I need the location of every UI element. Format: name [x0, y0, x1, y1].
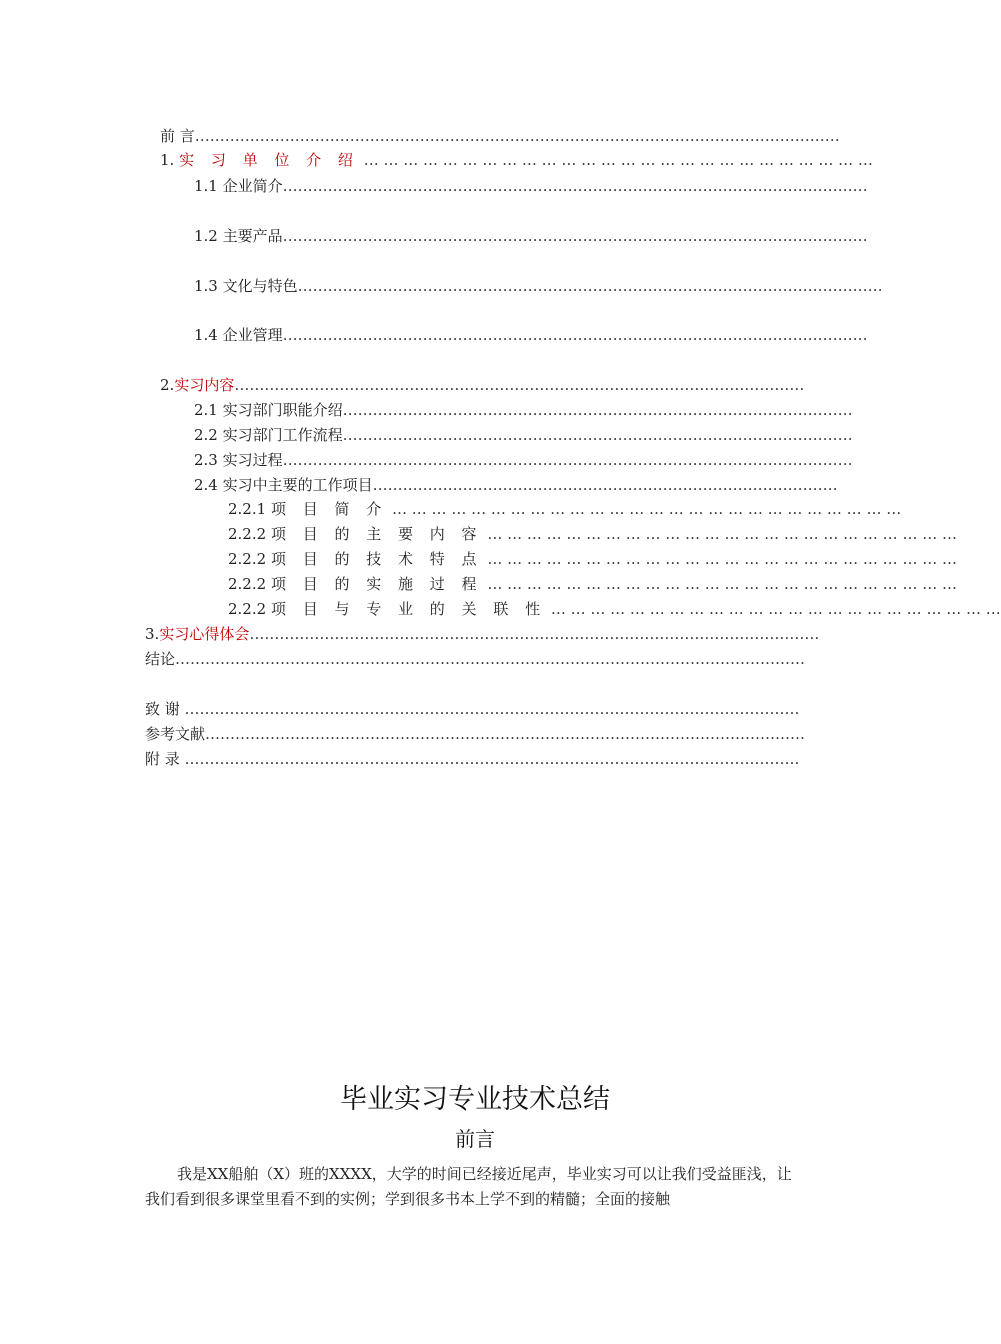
- toc-label: 项 目 与 专 业 的 关 联 性: [270, 600, 547, 618]
- toc-leader-dots: ……………………………………………………………………………………………………: [234, 376, 805, 394]
- toc-line[interactable]: [160, 149, 873, 171]
- toc-leader-dots: ………………………………………………………………………………………………………: [282, 326, 868, 344]
- toc-line[interactable]: [160, 374, 805, 396]
- toc-leader-dots: … … … … … … … … … … … … … … … … … … … … … … … …: [482, 575, 957, 593]
- toc-leader-dots: ………………………………………………………………………………………………………: [297, 277, 883, 295]
- toc-number: 2.2.1: [228, 500, 271, 518]
- toc-number: 2.2: [194, 426, 223, 444]
- toc-leader-dots: … … … … … … … … … … … … … … … … … … … … … … … …: [482, 550, 957, 568]
- toc-number: 1.1: [194, 177, 223, 195]
- toc-label: 企业管理: [222, 326, 283, 344]
- toc-label: 项 目 的 主 要 内 容: [270, 525, 483, 543]
- toc-leader-dots: … … … … … … … … … … … … … … … … … … … … … … … …: [482, 525, 957, 543]
- toc-leader-dots: ………………………………………………………………………………………………………: [282, 227, 868, 245]
- toc-line[interactable]: [228, 523, 957, 545]
- document-title: 毕业实习专业技术总结: [340, 1084, 610, 1115]
- toc-line[interactable]: [145, 698, 805, 720]
- toc-line[interactable]: [145, 723, 805, 745]
- toc-number: 2.2.2: [228, 600, 271, 618]
- toc-label: 企业简介: [222, 177, 283, 195]
- toc-label: 实习内容: [174, 376, 235, 394]
- toc-leader-dots: ……………………………………………………………………………………………………: [282, 451, 853, 469]
- toc-label: 参考文献: [145, 725, 206, 743]
- toc-number: 2.4: [194, 476, 223, 494]
- toc-label: 主要产品: [222, 227, 283, 245]
- toc-number: 3.: [145, 625, 160, 643]
- toc-label: 项 目 简 介: [270, 500, 388, 518]
- toc-label: 实习心得体会: [159, 625, 250, 643]
- toc-number: 2.3: [194, 451, 223, 469]
- toc-leader-dots: …………………………………………………………………………………………: [342, 401, 853, 419]
- body-paragraph: 我是XX船舶（X）班的XXXX，大学的时间已经接近尾声，毕业实习可以让我们受益匪浅，让我们看到很多课堂里看不到的实例；学到很多书本上学不到的精髓；全面的接触: [145, 1165, 792, 1208]
- toc-leader-dots: ………………………………………………………………………………………………………………: [175, 650, 806, 668]
- toc-line[interactable]: [194, 474, 838, 496]
- section-heading: 前言: [455, 1127, 495, 1151]
- toc-number: 1.: [160, 151, 180, 169]
- toc-number: 2.: [160, 376, 175, 394]
- toc-leader-dots: …………………………………………………………………………………………………………: [205, 725, 806, 743]
- toc-label: 结论: [145, 650, 176, 668]
- toc-line[interactable]: [145, 748, 805, 770]
- toc-line[interactable]: [194, 225, 868, 247]
- toc-number: 1.3: [194, 277, 223, 295]
- toc-line[interactable]: [194, 399, 853, 421]
- toc-leader-dots: ……………………………………………………………………………………………………………: [179, 700, 800, 718]
- toc-label: 实 习 单 位 介 绍: [179, 151, 359, 169]
- toc-label: 文化与特色: [222, 277, 298, 295]
- toc-label: 实习过程: [222, 451, 283, 469]
- toc-label: 前 言: [160, 127, 195, 145]
- toc-leader-dots: … … … … … … … … … … … … … … … … … … … … … … … … … …: [358, 151, 873, 169]
- toc-leader-dots: …………………………………………………………………………………………………………………: [194, 127, 840, 145]
- toc-label: 项 目 的 实 施 过 程: [270, 575, 483, 593]
- toc-line[interactable]: [228, 548, 957, 570]
- toc-line[interactable]: [228, 598, 1001, 620]
- toc-line[interactable]: [228, 498, 902, 520]
- toc-leader-dots: ……………………………………………………………………………………………………: [249, 625, 820, 643]
- toc-leader-dots: … … … … … … … … … … … … … … … … … … … … … … … … … …: [387, 500, 902, 518]
- toc-line[interactable]: [194, 449, 853, 471]
- toc-number: 2.2.2: [228, 575, 271, 593]
- toc-line[interactable]: [194, 175, 868, 197]
- toc-leader-dots: … … … … … … … … … … … … … … … … … … … … … … …: [546, 600, 1001, 618]
- toc-number: 2.2.2: [228, 525, 271, 543]
- toc-number: 1.2: [194, 227, 223, 245]
- toc-label: 项 目 的 技 术 特 点: [270, 550, 483, 568]
- toc-line[interactable]: [194, 324, 868, 346]
- toc-leader-dots: ………………………………………………………………………………………………………: [282, 177, 868, 195]
- toc-number: 2.2.2: [228, 550, 271, 568]
- toc-label: 附 录: [145, 750, 180, 768]
- toc-line[interactable]: [145, 648, 806, 670]
- toc-line[interactable]: [145, 623, 820, 645]
- toc-line[interactable]: [194, 424, 853, 446]
- toc-leader-dots: …………………………………………………………………………………………: [342, 426, 853, 444]
- toc-line[interactable]: [160, 125, 840, 147]
- toc-number: 2.1: [194, 401, 223, 419]
- toc-line[interactable]: [194, 275, 883, 297]
- toc-number: 1.4: [194, 326, 223, 344]
- toc-label: 实习部门职能介绍: [222, 401, 343, 419]
- toc-label: 实习中主要的工作项目: [222, 476, 373, 494]
- toc-line[interactable]: [228, 573, 957, 595]
- toc-label: 实习部门工作流程: [222, 426, 343, 444]
- toc-leader-dots: …………………………………………………………………………………: [372, 476, 838, 494]
- toc-label: 致 谢: [145, 700, 180, 718]
- toc-leader-dots: ……………………………………………………………………………………………………………: [179, 750, 800, 768]
